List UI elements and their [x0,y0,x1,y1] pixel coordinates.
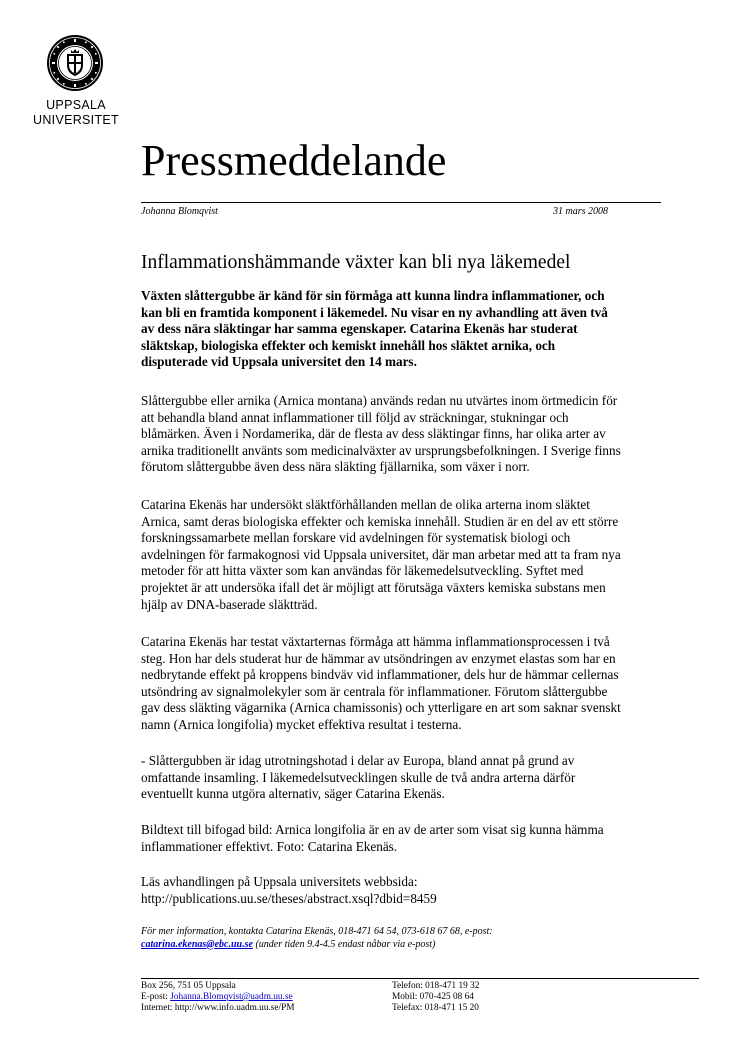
text-line: Slåttergubbe eller arnika (Arnica montana) används redan nu utvärtes inom örtmedicin för [141,393,618,408]
body-paragraph-4 [141,753,696,803]
body-paragraph-3 [141,634,696,734]
footer-phone: Telefon: 018-471 19 32 [392,981,480,991]
contact-email-link[interactable]: catarina.ekenas@ebc.uu.se [141,938,253,950]
lead-line: disputerade vid Uppsala universitet den 14 mars. [141,354,417,370]
image-caption-paragraph [141,822,696,855]
text-line: Bildtext till bifogad bild: Arnica longifolia är en av de arter som visat sig kunna hämma [141,822,604,837]
university-seal-icon [46,34,104,92]
footer-address: Box 256, 751 05 Uppsala [141,981,236,991]
contact-note: (under tiden 9.4-4.5 endast nåbar via e-post) [252,938,436,950]
footer-fax: Telefax: 018-471 15 20 [392,1002,479,1013]
headline: Inflammationshämmande växter kan bli nya läkemedel [141,252,571,273]
text-line: Arnica, samt deras biologiska effekter och kemiska innehåll. Studien är en del av ett större [141,513,619,529]
lead-line: släktskap, biologiska effekter och kemiskt innehåll hos släktet arnika, och [141,337,556,353]
footer-right [392,981,479,1013]
text-line: metoder för att hitta växter som kan användas för läkemedelsutveckling. Syftet med [141,563,584,579]
text-line: namn (Arnica longifolia) mycket effektiva resultat i testerna. [141,716,462,732]
author: Johanna Blomqvist [141,206,218,217]
body-paragraph-1 [141,393,696,476]
contact-line [141,939,493,952]
footer-email-link[interactable]: Johanna.Blomqvist@uadm.uu.se [170,991,293,1002]
text-line: gav dess släkting vägarnika (Arnica chamissonis) och ytterligare en art som saknar svenskt [141,700,621,716]
text-line: arnika traditionellt använts som medicinalväxter av ursprungsbefolkningen. I Sverige finns [141,442,621,458]
lead-line: av dess nära släktingar har samma egenskaper. Catarina Ekenäs har studerat [141,321,578,337]
text-line: utsöndring av signalmolekyler som är centrala för inflammationer. Förutom slåttergubbe [141,683,608,699]
text-line: eventuellt kunna utgöra alternativ, säger Catarina Ekenäs. [141,786,445,802]
text-line: blåmärken. Även i Nordamerika, där de flesta av dess släktingar finns, har olika arter av [141,426,606,442]
text-line: Catarina Ekenäs har testat växtarternas förmåga att hämma inflammationsprocessen i två [141,634,610,649]
text-line: Läs avhandlingen på Uppsala universitets webbsida: [141,874,418,889]
contact-line: För mer information, kontakta Catarina Ekenäs, 018-471 64 54, 073-618 67 68, e-post: [141,926,493,937]
contact-info [141,926,493,951]
header-divider [141,202,661,203]
date: 31 mars 2008 [553,206,609,217]
footer-divider [141,978,699,979]
footer-left [141,981,295,1013]
text-line: inflammationer effektivt. Foto: Catarina Ekenäs. [141,838,398,854]
text-line: förutom slåttergubbe även dess nära släkting fjällarnika, som växer i norr. [141,459,530,475]
text-line: projektet är att undersöka ifall det är möjligt att förutsäga växters kemiska substans men [141,579,606,595]
logo-text-line2: UNIVERSITET [33,113,119,127]
logo-text-line1: UPPSALA [46,98,106,112]
footer-mobile: Mobil: 070-425 08 64 [392,991,474,1002]
text-line: Catarina Ekenäs har undersökt släktförhållanden mellan de olika arterna inom släktet [141,497,590,512]
text-line: nedbrytande effekt på kroppens bindväv vid inflammationer, dels hur de hämmar cellernas [141,667,619,683]
lead-line: kan bli en framtida komponent i läkemedel. Nu visar en ny avhandling att även två [141,304,608,320]
footer-email-label: E-post: [141,991,171,1002]
body-paragraph-2 [141,497,696,613]
text-line: omfattande insamling. I läkemedelsutvecklingen skulle de två andra arterna därför [141,769,576,785]
text-line: steg. Hon har dels studerat hur de hämmar av utsöndringen av enzymet elastas som har en [141,650,616,666]
footer-internet: Internet: http://www.info.uadm.uu.se/PM [141,1002,295,1013]
text-line: hjälp av DNA-baserade släktträd. [141,596,318,612]
thesis-url: http://publications.uu.se/theses/abstract.xsql?dbid=8459 [141,890,437,906]
text-line: att behandla bland annat inflammationer till följd av sträckningar, stukningar och [141,409,569,425]
footer-email-row [141,992,295,1003]
thesis-link-paragraph [141,874,696,907]
text-line: avdelningen för farmakognosi vid Uppsala universitet, där man arbetar med att ta fram nya [141,546,621,562]
lead-paragraph [141,288,696,371]
text-line: - Slåttergubben är idag utrotningshotad i delar av Europa, bland annat på grund av [141,753,575,768]
text-line: forskningssamarbete mellan forskare vid avdelningen för systematisk biologi och [141,530,571,546]
lead-line: Växten slåttergubbe är känd för sin förmåga att kunna lindra inflammationer, och [141,288,605,303]
page-title: Pressmeddelande [141,136,447,185]
